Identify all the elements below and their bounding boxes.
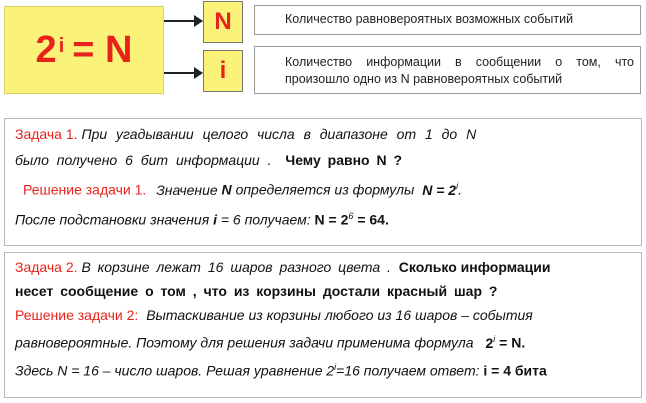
formula-rhs: = N: [72, 28, 133, 71]
var-n-box: [203, 1, 243, 43]
arrow-to-n-icon: [164, 20, 202, 22]
var-i-box: [203, 50, 243, 92]
task-1-sol2-text-a: После подстановки значения: [15, 211, 210, 228]
formula-base: 2: [35, 28, 57, 71]
task-1-solution-title: Решение задачи 1.: [23, 181, 147, 198]
task-2-question-line2: несет сообщение о том , что из корзины достали красный шар ?: [15, 283, 498, 299]
task-2-box: [4, 252, 642, 398]
task-1-solution-line1: [15, 173, 633, 203]
task-1-sol2-formula: N = 2: [314, 211, 349, 228]
task-2-solution-line2: [15, 327, 633, 355]
task-2-sol2-exp: i: [493, 334, 496, 344]
task-1-question-line2: [15, 147, 633, 173]
var-i-label: i: [219, 57, 227, 84]
task-2-sol3-text-c: =16 получаем ответ:: [336, 362, 480, 379]
task-2-question-text1: В корзине лежат 16 шаров разного цвета .: [81, 259, 391, 275]
definition-n: [254, 5, 641, 35]
task-2-sol1-text: Вытаскивание из корзины любого из 16 шаров – события: [146, 307, 533, 323]
formula-box: [4, 6, 164, 94]
task-1-solution-line2: [15, 203, 633, 233]
definition-i-line1: Количество информации в сообщении о том, что: [285, 55, 634, 69]
formula-exponent: i: [58, 34, 65, 57]
task-1-sol2-text-c: = 6 получаем:: [220, 211, 311, 228]
task-2-title: Задача 2.: [15, 259, 78, 275]
var-n-label: N: [214, 8, 232, 35]
task-1-sol-formula: N = 2: [422, 181, 457, 198]
task-2-question-ask: Сколько информации: [398, 259, 551, 275]
task-1-question-ask: Чему равно N ?: [285, 152, 403, 168]
task-2-sol2-base: 2: [485, 334, 494, 351]
task-2-sol2-text: равновероятные. Поэтому для решения задачи применима формула: [15, 334, 474, 351]
task-2-sol3-exp: i: [334, 361, 337, 372]
definition-i-line2: произошло одно из N равновероятных событий: [285, 72, 563, 86]
task-1-sol-text-c: определяется из формулы: [235, 181, 415, 198]
task-1-question-line1: [15, 121, 633, 147]
task-2-sol3-text: Здесь N = 16 – число шаров. Решая уравнение 2: [15, 362, 335, 379]
task-1-sol2-var: i: [213, 211, 217, 228]
task-1-sol-formula-exp: i: [456, 181, 459, 191]
task-2-question-line1: [15, 255, 633, 279]
task-1-title: Задача 1.: [15, 126, 78, 142]
task-2-sol2-rhs: = N.: [499, 334, 526, 351]
task-1-question-text2: было получено 6 бит информации .: [15, 152, 272, 168]
task-1-question-text1: При угадывании целого числа в диапазоне от 1 до N: [81, 126, 477, 142]
task-2-answer: i = 4 бита: [483, 362, 547, 379]
task-2-solution-line1: [15, 303, 633, 327]
task-1-sol2-result: = 64.: [357, 211, 389, 228]
task-1-sol-text-b: N: [221, 181, 232, 198]
task-1-box: [4, 118, 642, 246]
definition-i: [254, 46, 641, 94]
task-2-solution-title: Решение задачи 2:: [15, 307, 139, 323]
task-1-sol2-exp: 6: [348, 210, 354, 221]
task-1-sol-text-a: Значение: [156, 181, 218, 198]
task-1-sol-dot: .: [458, 181, 462, 198]
definition-n-text: Количество равновероятных возможных событий: [285, 12, 574, 26]
task-2-solution-line3: [15, 355, 633, 383]
arrow-to-i-icon: [164, 72, 202, 74]
